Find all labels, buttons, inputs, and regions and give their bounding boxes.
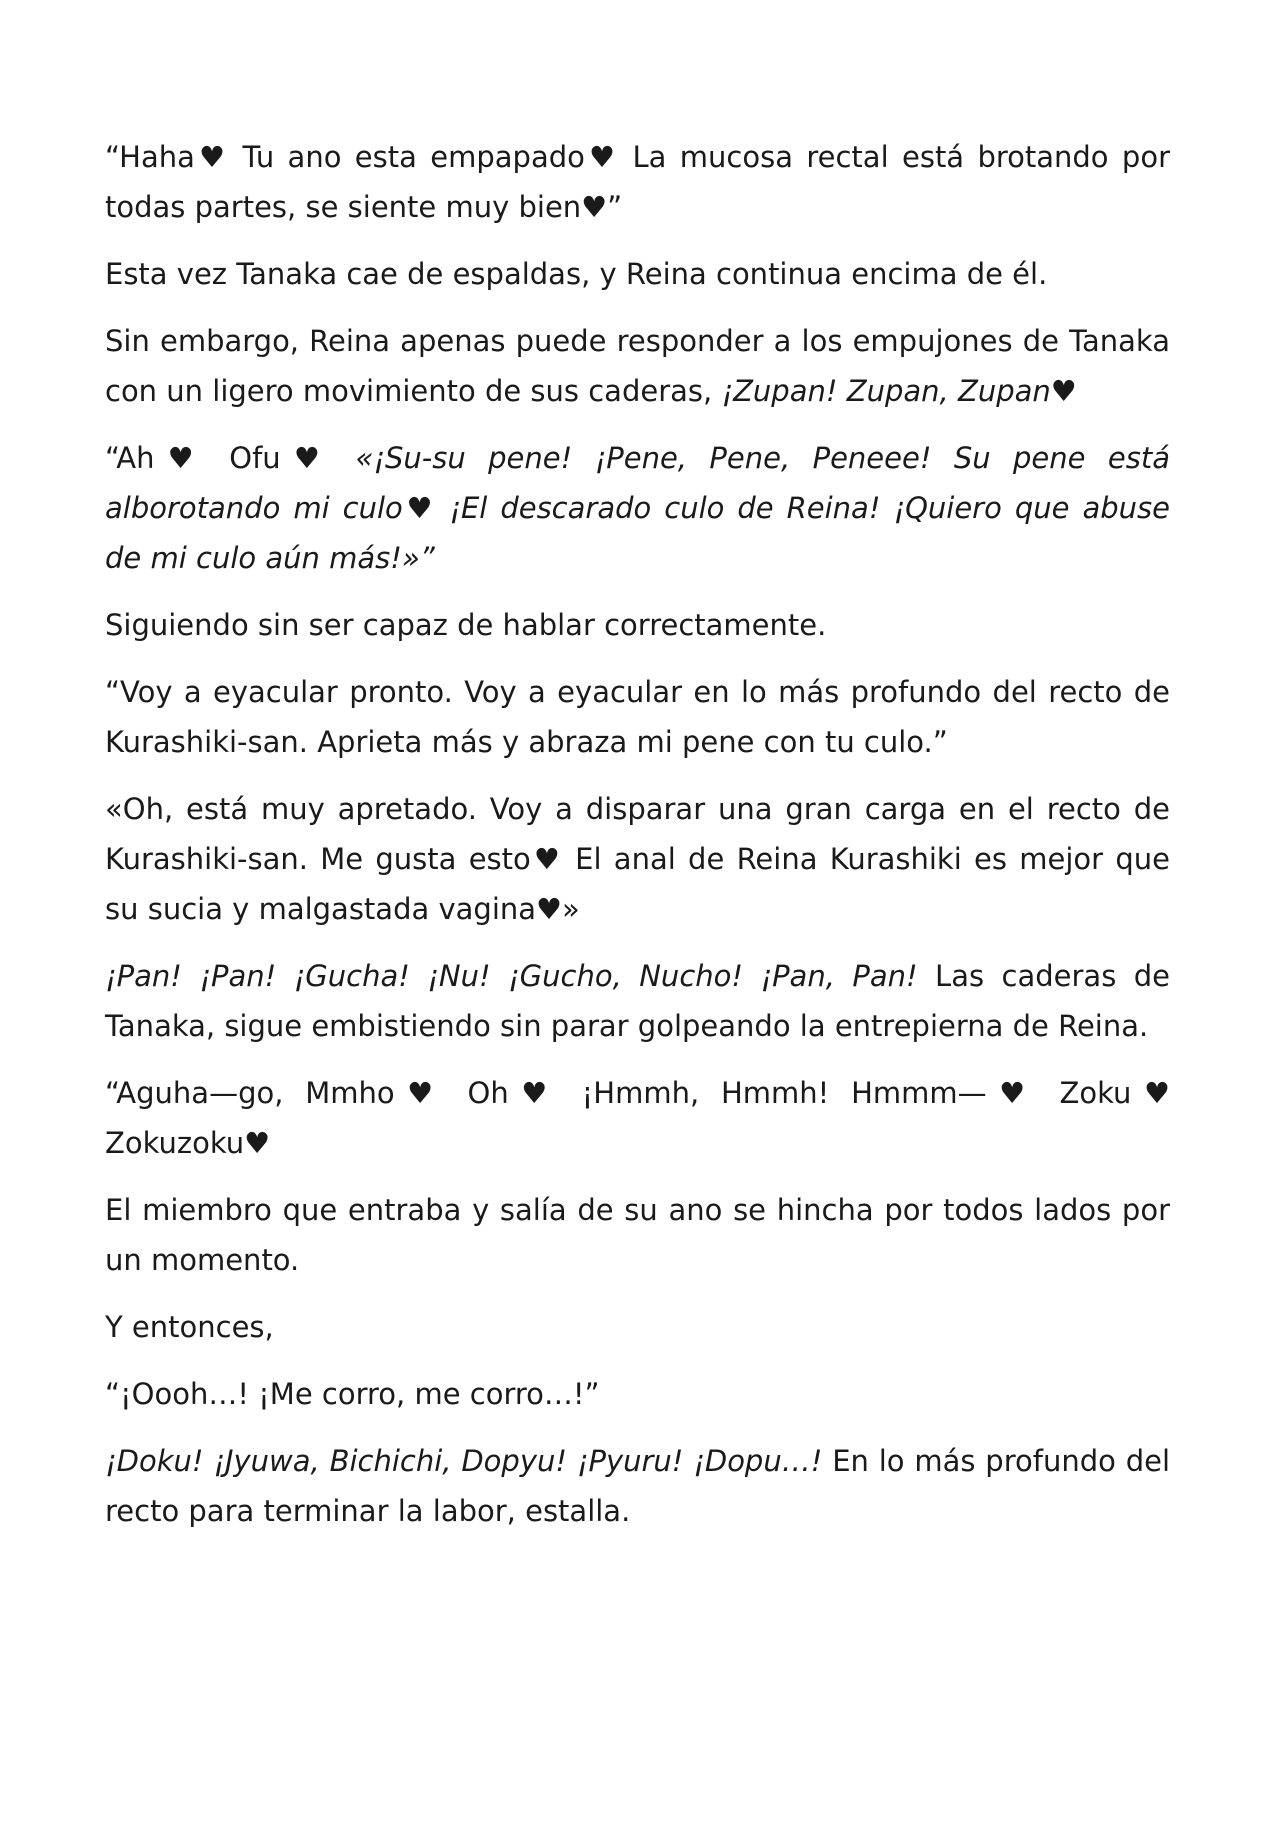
paragraph [105, 784, 1170, 934]
italic-text-segment: ¡Doku! ¡Jyuwa, Bichichi, Dopyu! ¡Pyuru! ¡Dopu…! [105, 1444, 823, 1478]
text-segment: En lo más profundo del recto para terminar la labor, estalla. [105, 1444, 1171, 1528]
text-segment: “Voy a eyacular pronto. Voy a eyacular en lo más profundo del recto de Kurashiki-san. Aprieta más y abraza mi pene con tu culo.” [105, 675, 1170, 759]
paragraph [105, 316, 1170, 416]
paragraph [105, 1068, 1170, 1168]
text-segment: Esta vez Tanaka cae de espaldas, y Reina continua encima de él. [105, 257, 1048, 291]
text-segment: Y entonces, [105, 1310, 274, 1344]
text-segment: Las caderas de Tanaka, sigue embistiendo sin parar golpeando la entrepierna de Reina. [105, 959, 1170, 1043]
paragraph [105, 132, 1170, 232]
text-segment: “¡Oooh…! ¡Me corro, me corro…!” [105, 1377, 600, 1411]
paragraph [105, 1185, 1170, 1285]
italic-text-segment: ¡Zupan! Zupan, Zupan♥ [721, 374, 1077, 408]
paragraph [105, 667, 1170, 767]
paragraph [105, 1436, 1170, 1536]
paragraph [105, 600, 1170, 650]
text-segment: “Ah♥ Ofu♥ [105, 441, 356, 475]
paragraph [105, 1302, 1170, 1352]
paragraph [105, 1369, 1170, 1419]
text-segment: «Oh, está muy apretado. Voy a disparar una gran carga en el recto de Kurashiki-san. Me gusta esto♥ El anal de Reina Kurashiki es mejor que su sucia y malgastada vagina♥» [105, 792, 1170, 926]
paragraph [105, 249, 1170, 299]
text-segment: Siguiendo sin ser capaz de hablar correctamente. [105, 608, 827, 642]
paragraph [105, 433, 1170, 583]
text-segment: El miembro que entraba y salía de su ano se hincha por todos lados por un momento. [105, 1193, 1170, 1277]
italic-text-segment: ¡Pan! ¡Pan! ¡Gucha! ¡Nu! ¡Gucho, Nucho! ¡Pan, Pan! [105, 959, 918, 993]
text-segment: “Aguha—go, Mmho♥ Oh♥ ¡Hmmh, Hmmh! Hmmm—♥ Zoku♥ Zokuzoku♥ [105, 1076, 1170, 1160]
italic-text-segment: «¡Su-su pene! ¡Pene, Pene, Peneee! Su pene está alborotando mi culo♥ ¡El descarado culo de Reina! ¡Quiero que abuse de mi culo aún más!»” [105, 441, 1170, 575]
text-segment: Sin embargo, Reina apenas puede responder a los empujones de Tanaka con un ligero movimiento de sus caderas, [105, 324, 1170, 408]
text-segment: “Haha♥ Tu ano esta empapado♥ La mucosa rectal está brotando por todas partes, se siente muy bien♥” [105, 140, 1170, 224]
paragraph [105, 951, 1170, 1051]
